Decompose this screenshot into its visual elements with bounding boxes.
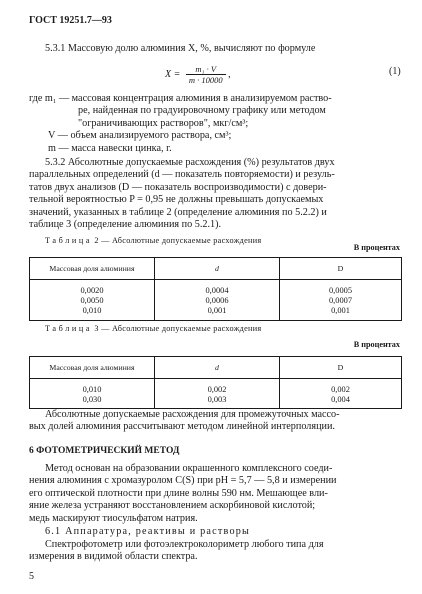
para-line: параллельных определений (d — показатель повторяемости) и резуль-: [29, 169, 335, 181]
cell-value: 0,010: [82, 306, 102, 316]
formula-lhs: X =: [165, 68, 181, 80]
para-line: Спектрофотометр или фотоэлектроколориметр любого типа для: [45, 539, 324, 550]
caption-word: Таблица: [45, 324, 93, 333]
paragraph-5-3-1: 5.3.1 Массовую долю алюминия X, %, вычисляют по формуле: [45, 43, 316, 54]
cell-value: 0,030: [82, 395, 102, 405]
caption-text: 3 — Абсолютные допускаемые расхождения: [92, 324, 262, 333]
para-line: его оптической плотности при длине волны 590 нм. Мешающее вли-: [29, 487, 328, 499]
col-header-mass-fraction: Массовая доля алюминия: [30, 357, 155, 379]
formula-number: (1): [389, 66, 401, 77]
page-number: 5: [29, 571, 34, 582]
legend-line: где m₁ — массовая концентрация алюминия в анализируемом раство-: [29, 93, 332, 104]
cell-value: 0,0004: [205, 286, 229, 295]
legend-line: ре, найденная по градуировочному графику или методом: [78, 105, 326, 117]
table-cell: [280, 379, 402, 409]
cell-value: 0,0050: [80, 296, 104, 306]
para-line: медь маскируют тиосульфатом натрия.: [29, 512, 198, 524]
col-header-D: D: [280, 357, 402, 379]
cell-value: 0,001: [331, 306, 350, 316]
para-line: вых долей алюминия рассчитывают методом линейной интерполяции.: [29, 421, 335, 433]
formula-tail: ,: [228, 68, 231, 80]
table-2: [29, 257, 402, 321]
table-3-caption: [45, 324, 261, 333]
col-header-d: d: [155, 357, 280, 379]
table-row: [30, 379, 402, 409]
table-2-unit: В процентах: [353, 243, 400, 252]
table-cell: [280, 280, 402, 321]
cell-value: 0,010: [82, 385, 102, 394]
cell-value: 0,004: [331, 395, 350, 405]
cell-value: 0,002: [207, 385, 227, 394]
table-header-row: [30, 357, 402, 379]
paragraph-5-3-2: [29, 157, 409, 231]
para-line: Метод основан на образовании окрашенного комплексного соеди-: [45, 463, 333, 474]
paragraph-interpolation: [29, 409, 409, 434]
table-cell: [30, 280, 155, 321]
cell-value: 0,0005: [328, 286, 353, 295]
para-line: яние железа устраняют восстановлением аскорбиновой кислотой;: [29, 500, 316, 512]
formula-numerator: m₁ · V: [186, 64, 226, 75]
cell-value: 0,0006: [205, 296, 229, 306]
table-3: [29, 356, 402, 409]
table-cell: [155, 280, 280, 321]
para-line: нения алюминия с хромазуролом C(S) при pH = 5,7 — 5,8 и измерении: [29, 475, 337, 487]
standard-header: ГОСТ 19251.7—93: [29, 15, 112, 26]
para-line: значений, указанных в таблице 2 (определение алюминия по 5.2.2) и: [29, 206, 327, 218]
section-6-heading: 6 ФОТОМЕТРИЧЕСКИЙ МЕТОД: [29, 446, 180, 456]
legend-line: V — объем анализируемого раствора, см³;: [48, 130, 232, 142]
cell-value: 0,001: [207, 306, 227, 316]
col-header-d: d: [155, 258, 280, 280]
para-line: таблице 3 (определение алюминия по 5.2.1).: [29, 219, 222, 231]
table-cell: [155, 379, 280, 409]
cell-value: 0,003: [207, 395, 227, 405]
table-cell: [30, 379, 155, 409]
para-line: измерения в видимой области спектра.: [29, 551, 198, 563]
subsection-6-1-heading: 6.1 Аппаратура, реактивы и растворы: [45, 526, 251, 537]
table-header-row: [30, 258, 402, 280]
cell-value: 0,0020: [80, 286, 104, 295]
cell-value: 0,002: [331, 385, 350, 394]
formula-fraction: [186, 64, 226, 85]
caption-text: 2 — Абсолютные допускаемые расхождения: [92, 236, 262, 245]
para-line: 5.3.2 Абсолютные допускаемые расхождения (%) результатов двух: [45, 157, 335, 168]
paragraph-section-6: [29, 463, 409, 525]
table-2-caption: [45, 236, 261, 245]
paragraph-6-1: [29, 539, 409, 564]
col-header-mass-fraction: Массовая доля алюминия: [30, 258, 155, 280]
formula-denominator: m · 10000: [188, 75, 223, 85]
formula-1: [165, 64, 231, 85]
cell-value: 0,0007: [328, 296, 353, 306]
legend-line: m — масса навески цинка, г.: [48, 142, 172, 154]
para-line: Абсолютные допускаемые расхождения для промежуточных массо-: [45, 409, 340, 420]
para-line: татов двух анализов (D — показатель воспроизводимости) с довери-: [29, 181, 327, 193]
table-row: [30, 280, 402, 321]
formula-legend: [29, 93, 409, 155]
col-header-D: D: [280, 258, 402, 280]
caption-word: Таблица: [45, 236, 93, 245]
legend-line: "ограничивающих растворов", мкг/см³;: [78, 117, 249, 129]
para-line: тельной вероятностью P = 0,95 не должны превышать допускаемых: [29, 194, 324, 206]
table-3-unit: В процентах: [353, 340, 400, 349]
